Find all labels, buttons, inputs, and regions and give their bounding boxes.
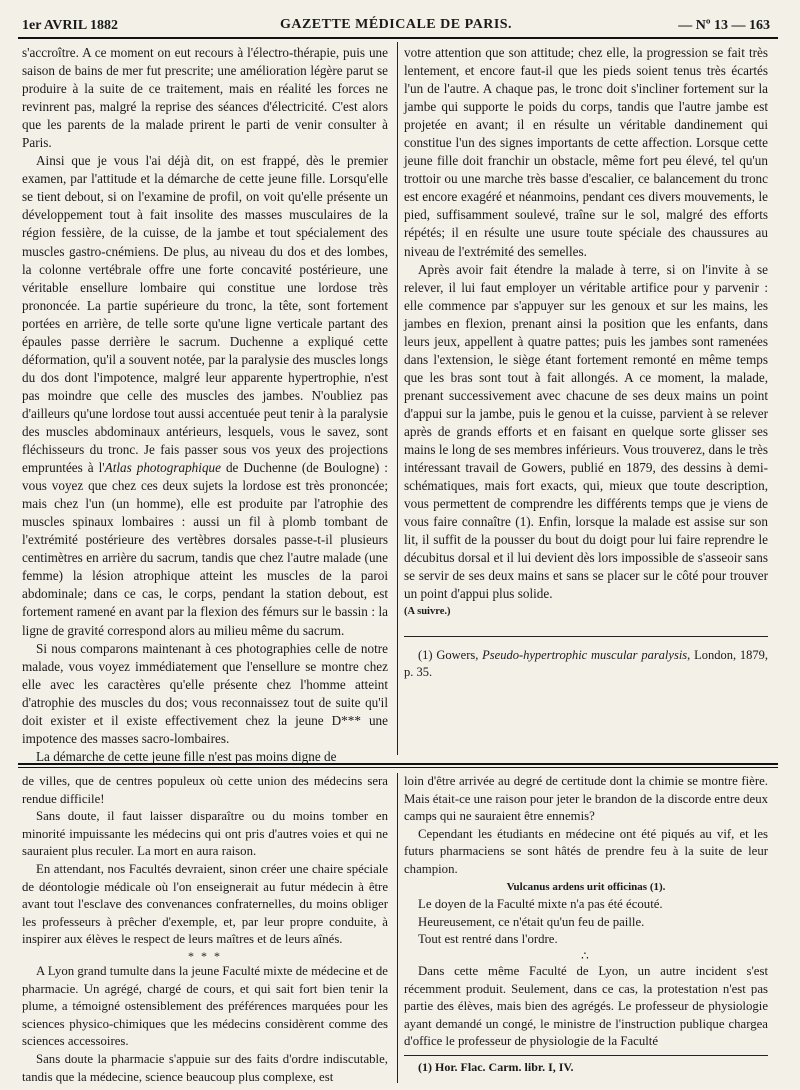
to-be-continued: (A suivre.) — [404, 606, 451, 618]
atlas-title: Atlas photographique — [104, 460, 221, 476]
paragraph: A Lyon grand tumulte dans la jeune Faculté mixte de médecine et de pharmacie. Un agrégé, chargé de cours, et qui sait fort bien tenir la plume, a témoigné ostensiblement des préférences marquées pour les sciences physico-chimiques que les médecins considèrent comme des sciences accessoires. — [22, 963, 388, 1049]
text-run: de Duchenne (de Boulogne) : vous voyez que chez ces deux sujets la lordose est très prononcée; mais chez l'un (un homme), elle est produite par l'atrophie des muscles spinaux lombaires : aussi un fil à plomb tombant de l'extrémité postérieure des vertèbres dorsales passe-t-il plusieurs centimètres en arrière du sacrum, tandis que chez l'autre malade (une femme) la lésion atrophique atteint les muscles de la paroi abdominale; dans ce cas, le corps, pendant la station debout, est fortement ramené en avant par la flexion des fémurs sur le bassin : la ligne de gravité correspond alors au milieu même du sacrum. — [22, 460, 388, 638]
footnote-title: Pseudo-hypertrophic muscular paralysis — [482, 647, 688, 662]
latin-motto: Vulcanus ardens urit officinas (1). — [506, 880, 666, 893]
header-date: 1er AVRIL 1882 — [22, 18, 118, 33]
section-rule — [18, 763, 778, 765]
paragraph: Dans cette même Faculté de Lyon, un autre incident s'est récemment produit. Seulement, dans ce cas, la protestation n'est pas partie des élèves, mais bien des agrégés. Le professeur de physiologie ayant demandé un congé, le ministre de l'instruction publique chargea d'office le professeur de physiologie de la Faculté — [404, 963, 768, 1049]
text-run: Ainsi que je vous l'ai déjà dit, on est frappé, dès le premier examen, par l'attitude et la démarche de cette jeune fille. Lorsqu'elle se tient debout, si on l'examine de profil, on voit qu'elle présente un développement tout à fait insolite des masses musculaires de la région fessière, de la cuisse, de la jambe et tout spécialement des muscles gastro-cnémiens. De plus, au niveau du dos et des lombes, la colonne vertébrale offre une forte concavité postérieure, une véritable ensellure lombaire qui constitue une lordose très prononcée. La partie supérieure du tronc, la tête, sont fortement portées en arrière, de telle sorte qu'une ligne verticale partant des épaules passe derrière le sacrum. Duchenne a expliqué cette déformation, qu'il a souvent notée, par la paralysie des muscles longs du dos dont l'impotence, malgré leur apparente hypertrophie, n'est pas moindre que celle des muscles des jambes. N'oubliez pas d'ailleurs qu'une lordose tout aussi accentuée peut tenir à la paralysie des muscles abdominaux antérieurs, lesquels, vous le savez, sont fléchisseurs du tronc. Je fais passer sous vos yeux des projections empruntées à l' — [22, 153, 388, 476]
paragraph: Cependant les étudiants en médecine ont été piqués au vif, et les futurs pharmaciens se sont hâtés de prendre feu à la suite de leur champion. — [404, 826, 768, 876]
paragraph: de villes, que de centres populeux où cette union des médecins sera rendue difficile! — [22, 774, 388, 806]
footnote — [404, 647, 768, 681]
verse-line: Le doyen de la Faculté mixte n'a pas été écouté. — [418, 897, 663, 912]
running-header — [22, 14, 770, 36]
verse-line: Tout est rentré dans l'ordre. — [418, 932, 558, 947]
paragraph: loin d'être arrivée au degré de certitude dont la chimie se montre fière. Mais était-ce une raison pour jeter le brandon de la discorde entre deux camps qui ne sauraient être ennemis? — [404, 774, 768, 824]
header-page-number: — Nº 13 — 163 — [678, 18, 770, 33]
paragraph: La démarche de cette jeune fille n'est pas moins digne de — [36, 748, 337, 764]
header-journal-title: GAZETTE MÉDICALE DE PARIS. — [279, 17, 513, 32]
text-run: , London, 1879, p. 35. — [404, 647, 768, 679]
header-rule — [18, 37, 778, 39]
footnote: (1) Hor. Flac. Carm. libr. I, IV. — [418, 1059, 574, 1074]
paragraph: En attendant, nos Facultés devraient, sinon créer une chaire spéciale de déontologie médicale où l'on enseignerait au futur médecin à être avant tout l'esclave des convenances confraternelles, du moins obliger les professeurs à prêcher d'exemple, et, par leur propre conduite, à inspirer aux élèves le respect de leurs maîtres et de leurs aînés. — [22, 861, 388, 947]
text-run: (1) Gowers, — [418, 647, 483, 662]
top-left-column — [22, 44, 388, 766]
bottom-right-column — [404, 773, 768, 1077]
paragraph: votre attention que son attitude; chez elle, la progression se fait très lentement, et encore faut-il que les pieds soient tenus très écartés l'un de l'autre. A chaque pas, le tronc doit s'incliner fortement sur la jambe qui supporte le poids du corps, tandis que l'autre jambe est projetée en avant; il en résulte un véritable dandinement qui constitue l'un des signes importants de cette affection. Lorsque cette jeune fille doit franchir un obstacle, même fort peu élevé, tel qu'un trottoir ou une marche très basse d'escalier, ce balancement du tronc est encore exagéré et néanmoins, pendant ces divers mouvements, le pied, suffisamment soulevé, traîne sur le sol, malgré des efforts répétés; il en résulte une usure toute spéciale des chaussures au niveau de l'extrémité des semelles. — [404, 45, 768, 259]
paragraph: Sans doute, il faut laisser disparaître ou du moins tomber en minorité impuissante les médecins qui ont pris d'autres voies et qui ne sauraient plus reculer. La mort en aura raison. — [22, 809, 388, 859]
column-divider — [397, 42, 398, 755]
paragraph: Si nous comparons maintenant à ces photographies celle de notre malade, vous voyez immédiatement que l'ensellure se montre chez elle avec les caractères qu'elle présente chez l'homme atteint d'atrophie des muscles du dos; vous reconnaissez tout de suite qu'il doit exister et il existe effectivement chez la jeune D*** une impotence des masses sacro-lombaires. — [22, 640, 388, 746]
footnote-rule — [404, 1055, 768, 1056]
paragraph: Sans doute la pharmacie s'appuie sur des faits d'ordre indiscutable, tandis que la médecine, science beaucoup plus complexe, est — [22, 1051, 388, 1084]
section-stars: ∴ — [581, 948, 591, 963]
paragraph: Après avoir fait étendre la malade à terre, si on l'invite à se relever, il lui faut employer un véritable artifice pour y parvenir : elle commence par s'appuyer sur les genoux et sur les mains, les jambes en flexion, prenant ainsi la position que les enfants, dans leurs jeux, appellent à quatre pattes; puis les jambes sont ramenées dans l'extension, le siège étant fortement remonté en même temps que les bras sont tout à fait allongés. A ce moment, la malade, prenant successivement avec chacune de ses deux mains un point d'appui sur la jambe, puis le genou et la cuisse, parvient à se relever après de grands efforts et en faisant en quelque sorte glisser ses mains le long de ses membres inférieurs. Vous trouverez, dans le très intéressant travail de Gowers, publié en 1879, des dessins à demi-schématiques, mais fort exacts, qui, mieux que toute description, vous permettent de comprendre les différents temps que je viens de vous faire connaître (1). Enfin, lorsque la malade est assise sur son lit, il suffit de la pousser du bout du doigt pour lui faire reprendre le décubitus dorsal et il lui devient dès lors impossible de s'asseoir sans se servir de ses deux mains et sans se placer sur le côté pour trouver un point d'appui plus solide. — [404, 261, 768, 602]
section-rule — [18, 767, 778, 768]
footnote-rule — [404, 636, 768, 637]
paragraph — [22, 152, 388, 639]
top-right-column — [404, 44, 768, 681]
paragraph: s'accroître. A ce moment on eut recours à l'électro-thérapie, puis une saison de bains de mer fut prescrite; une amélioration légère parut se produire à la suite de ce traitement, mais en réalité les forces ne revinrent pas, malgré la reprise des séances d'électricité. C'est alors que les parents de la malade prirent le parti de venir consulter à Paris. — [22, 45, 388, 151]
verse-line: Heureusement, ce n'était qu'un feu de paille. — [418, 914, 645, 929]
column-divider — [397, 773, 398, 1083]
bottom-left-column — [22, 773, 388, 1086]
section-stars: * * * — [188, 948, 222, 963]
